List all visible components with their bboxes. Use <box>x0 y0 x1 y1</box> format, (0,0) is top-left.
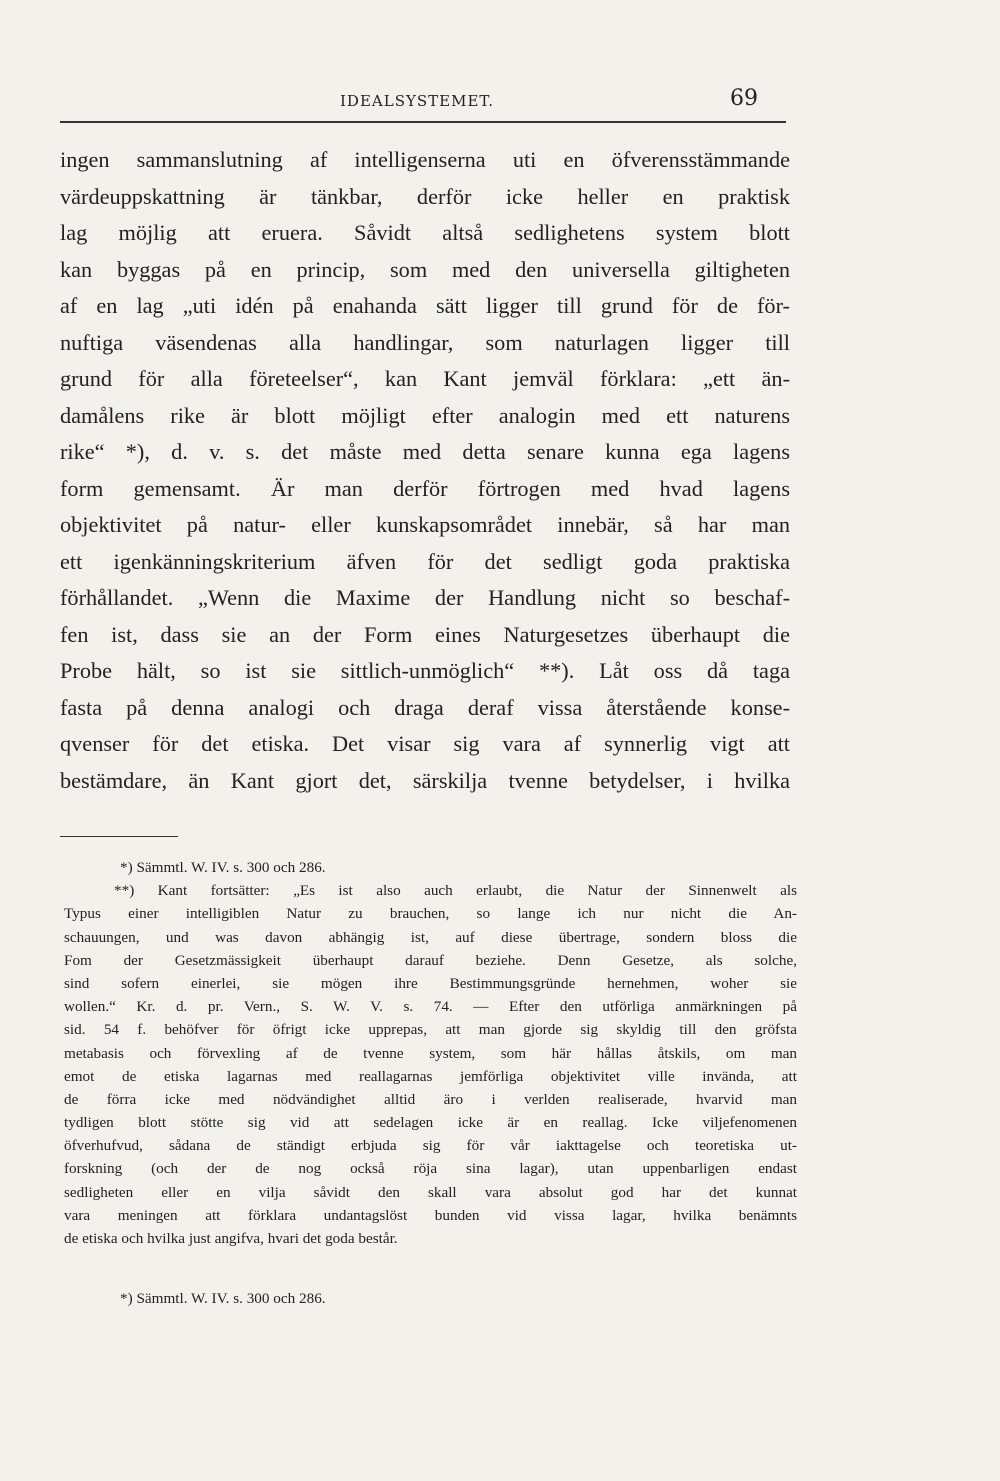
text-line: ett igenkänningskriterium äfven för det sedligt goda praktiska <box>60 548 790 574</box>
text-line: fasta på denna analogi och draga deraf vissa återstående konse- <box>60 694 790 720</box>
footnote-line: emot de etiska lagarnas med reallagarnas jemförliga objektivitet ville invända, att <box>64 1067 797 1085</box>
footnote-line: de förra icke med nödvändighet alltid äro i verlden realiserade, hvarvid man <box>64 1090 797 1108</box>
text-line: grund för alla företeelser“, kan Kant jemväl förklara: „ett än- <box>60 366 790 391</box>
text-line: fen ist, dass sie an der Form eines Naturgesetzes überhaupt die <box>60 621 790 647</box>
bottom-footnote: *) Sämmtl. W. IV. s. 300 och 286. <box>120 1290 326 1307</box>
footnote-line: forskning (och der de nog också röja sina lagar), utan uppenbarligen endast <box>64 1160 797 1178</box>
footnote-line: metabasis och förvexling af de tvenne system, som här hållas åtskils, om man <box>64 1044 797 1062</box>
footnote-line: *) Sämmtl. W. IV. s. 300 och 286. <box>120 859 326 876</box>
text-line: nuftiga väsendenas alla handlingar, som naturlagen ligger till <box>60 329 790 355</box>
text-line: lag möjlig att eruera. Såvidt altså sedlighetens system blott <box>60 220 790 245</box>
text-line: form gemensamt. Är man derför förtrogen med hvad lagens <box>60 475 790 501</box>
footnote-line: sid. 54 f. behöfver för öfrigt icke upprepas, att man gjorde sig skyldig till den gröfsta <box>64 1021 797 1039</box>
text-line: rike“ *), d. v. s. det måste med detta senare kunna ega lagens <box>60 439 790 464</box>
footnote-line: vara meningen att förklara undantagslöst bunden vid vissa lagar, hvilka benämnts <box>64 1206 797 1224</box>
text-line: damålens rike är blott möjligt efter analogin med ett naturens <box>60 402 790 428</box>
text-line: kan byggas på en princip, som med den universella giltigheten <box>60 256 790 282</box>
text-line: af en lag „uti idén på enahanda sätt ligger till grund för de för- <box>60 293 790 318</box>
footnote-line: sind sofern einerlei, sie mögen ihre Bestimmungsgründe hernehmen, woher sie <box>64 974 797 992</box>
text-line: Probe hält, so ist sie sittlich-unmöglich“ **). Låt oss då taga <box>60 658 790 683</box>
page-number: 69 <box>730 86 758 111</box>
footnote-line: schauungen, und was davon abhängig ist, auf diese übertrage, sondern bloss die <box>64 928 797 946</box>
main-text <box>60 142 790 799</box>
text-line: ingen sammanslutning af intelligenserna uti en öfverensstämmande <box>60 147 790 172</box>
footnote-line: Fom der Gesetzmässigkeit überhaupt darauf beziehe. Denn Gesetze, als solche, <box>64 951 797 969</box>
footnote-line: **) Kant fortsätter: „Es ist also auch erlaubt, die Natur der Sinnenwelt als <box>114 882 797 900</box>
running-header-title: IDEALSYSTEMET. <box>340 92 494 110</box>
footnote-line: sedligheten eller en vilja såvidt den skall vara absolut god har det kunnat <box>64 1183 797 1201</box>
footnote-line: de etiska och hvilka just angifva, hvari det goda består. <box>64 1230 398 1247</box>
text-line: värdeuppskattning är tänkbar, derför icke heller en praktisk <box>60 183 790 209</box>
footnote-rule <box>60 836 178 837</box>
footnote-line: Typus einer intelligiblen Natur zu brauchen, so lange ich nur nicht die An- <box>64 905 797 923</box>
header-rule <box>60 121 786 123</box>
text-line: qvenser för det etiska. Det visar sig vara af synnerlig vigt att <box>60 731 790 756</box>
text-line: bestämdare, än Kant gjort det, särskilja tvenne betydelser, i hvilka <box>60 767 790 793</box>
footnote-line: wollen.“ Kr. d. pr. Vern., S. W. V. s. 74. — Efter den utförliga anmärkningen på <box>64 998 797 1016</box>
text-line: förhållandet. „Wenn die Maxime der Handlung nicht so beschaf- <box>60 585 790 610</box>
footnote-line: öfverhufvud, sådana de ständigt erbjuda sig för vår iakttagelse och teoretiska ut- <box>64 1137 797 1155</box>
footnote-line: tydligen blott stötte sig vid att sedelagen icke är en reallag. Icke viljefenomenen <box>64 1114 797 1132</box>
footnotes <box>64 856 797 1250</box>
text-line: objektivitet på natur- eller kunskapsområdet innebär, så har man <box>60 512 790 537</box>
